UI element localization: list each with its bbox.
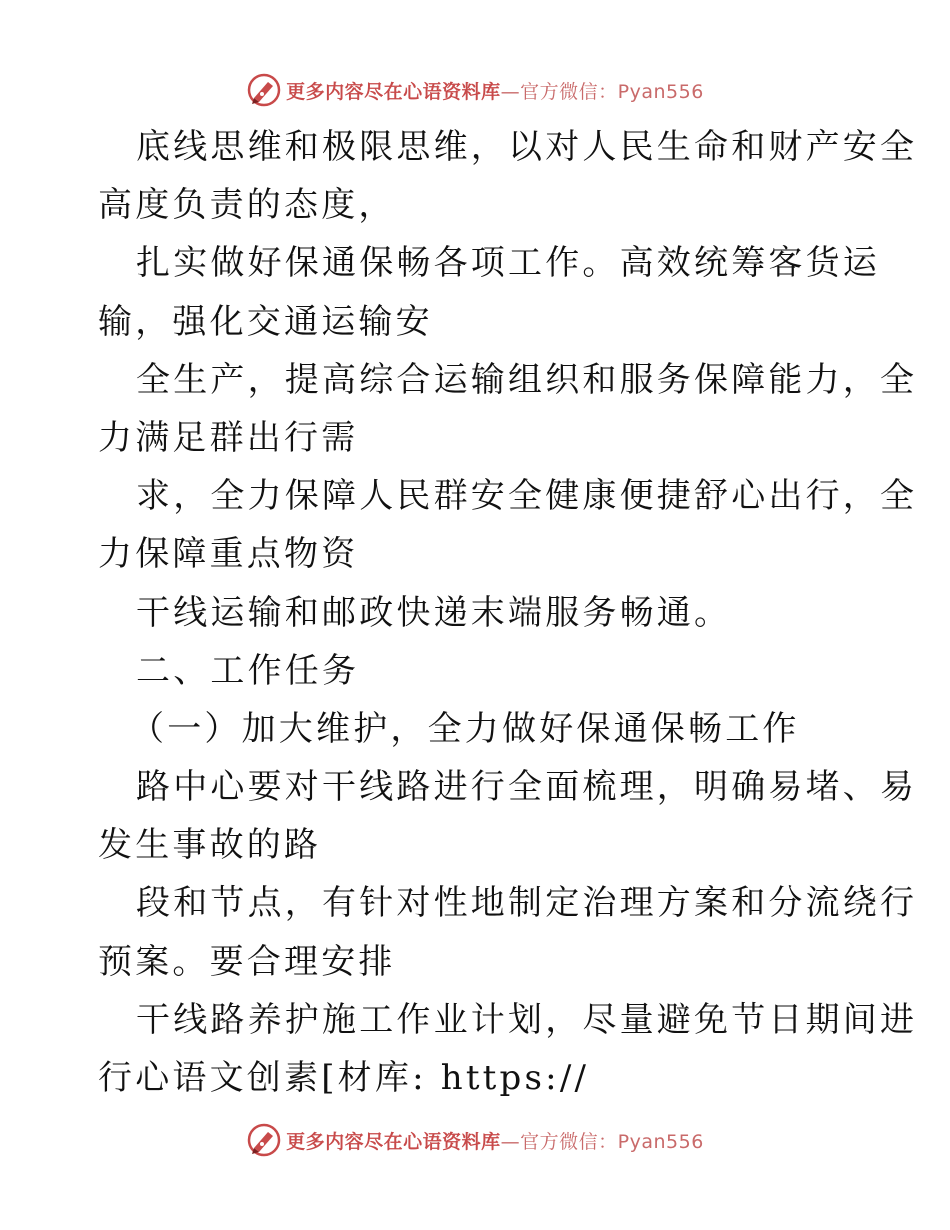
header-contact-text: —官方微信：Pyan556: [500, 80, 704, 103]
footer-brand-text: 更多内容尽在心语资料库: [286, 1130, 501, 1153]
paragraph-line: 求，全力保障人民群安全健康便捷舒心出行，全: [136, 476, 918, 517]
section-heading: 二、工作任务: [136, 650, 360, 691]
paragraph-line: 扎实做好保通保畅各项工作。高效统筹客货运: [136, 243, 880, 284]
paragraph-line: 干线运输和邮政快递末端服务畅通。: [136, 592, 732, 633]
document-body: [98, 118, 918, 1107]
paragraph-line: 路中心要对干线路进行全面梳理，明确易堵、易: [136, 767, 918, 808]
subsection-heading: （一）加大维护，全力做好保通保畅工作: [130, 708, 800, 749]
footer-contact-text: —官方微信：Pyan556: [500, 1130, 704, 1153]
paragraph-line: 全生产，提高综合运输组织和服务保障能力，全: [136, 359, 918, 400]
pen-nib-logo-icon: [246, 1122, 282, 1158]
paragraph-line: 高度负责的态度，: [98, 185, 396, 226]
paragraph-line: 输，强化交通运输安: [98, 301, 433, 342]
header-brand-text: 更多内容尽在心语资料库: [286, 80, 501, 103]
paragraph-line: 预案。要合理安排: [98, 941, 396, 982]
paragraph-line: 力保障重点物资: [98, 534, 359, 575]
paragraph-line: 行心语文创素[材库: https://: [98, 1058, 590, 1098]
paragraph-line: 段和节点，有针对性地制定治理方案和分流绕行: [136, 883, 918, 924]
header-banner: [0, 70, 950, 110]
footer-banner-text: [286, 1127, 704, 1154]
paragraph-line: 干线路养护施工作业计划，尽量避免节日期间进: [136, 999, 918, 1040]
pen-nib-logo-icon: [246, 72, 282, 108]
paragraph-line: 底线思维和极限思维，以对人民生命和财产安全: [136, 127, 918, 167]
footer-banner: [0, 1120, 950, 1160]
paragraph-line: 发生事故的路: [98, 825, 322, 866]
paragraph-line: 力满足群出行需: [98, 417, 359, 458]
header-banner-text: [286, 77, 704, 104]
